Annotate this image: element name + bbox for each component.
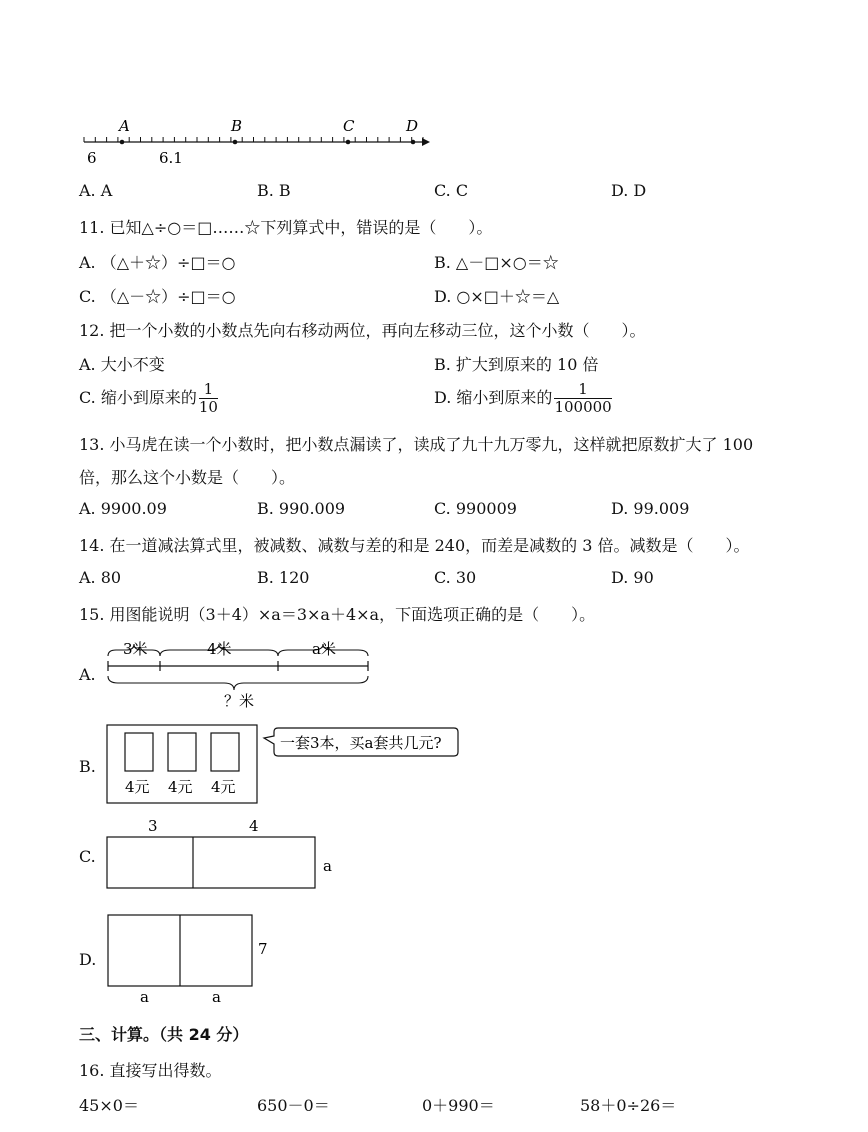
figd-bottom-a2: a [212,988,221,1006]
point-b [233,140,238,145]
q15-option-b-letter[interactable]: B. [79,757,96,776]
q10-option-c[interactable]: C. C [434,181,469,200]
point-a [120,140,125,145]
fraction-one-hundred-thousandth: $\frac{1}{100000}$ [554,380,612,416]
label-a: A [119,117,130,135]
figb-price-1: 4元 [125,778,150,796]
q15-figure-a [104,638,374,712]
q12-option-a[interactable]: A. 大小不变 [79,355,165,374]
q12-option-b[interactable]: B. 扩大到原来的 10 倍 [434,355,599,374]
q11-option-b[interactable]: B. △－□×○＝☆ [434,253,559,272]
q13-stem-line2: 倍，那么这个小数是（ ）。 [79,468,296,487]
q13-option-c[interactable]: C. 990009 [434,499,517,518]
q10-option-d[interactable]: D. D [611,181,647,200]
book-3 [211,733,239,771]
q16-item-1: 45×0＝ [79,1096,139,1115]
q11-option-a[interactable]: A. （△＋☆）÷□＝○ [79,253,236,272]
q13-option-d[interactable]: D. 99.009 [611,499,690,518]
label-d: D [406,117,419,135]
point-d [411,140,416,145]
figa-total-label: ？米 [224,692,255,710]
q14-option-a[interactable]: A. 80 [79,568,122,587]
q14-option-c[interactable]: C. 30 [434,568,477,587]
figa-seg3-label: a米 [312,640,336,658]
book-2 [168,733,196,771]
book-1 [125,733,153,771]
figd-bottom-a1: a [140,988,149,1006]
q13-stem-line1: 13. 小马虎在读一个小数时，把小数点漏读了，读成了九十九万零九，这样就把原数扩大了 100 [79,435,754,454]
figc-side-a: a [323,857,332,875]
q15-figure-b [104,722,464,806]
q16-stem: 16. 直接写出得数。 [79,1061,222,1080]
q15-figure-c [104,815,344,895]
figc-top-4: 4 [249,817,259,835]
q15-option-a-letter[interactable]: A. [79,665,96,684]
q15-figure-d [104,910,284,1006]
q16-item-2: 650－0＝ [257,1096,330,1115]
q14-option-b[interactable]: B. 120 [257,568,310,587]
q10-option-a[interactable]: A. A [79,181,113,200]
q12-option-d-text: D. 缩小到原来的 [434,388,553,407]
q12-option-c-text: C. 缩小到原来的 [79,388,197,407]
q11-stem: 11. 已知△÷○＝□……☆下列算式中，错误的是（ ）。 [79,218,493,237]
q14-option-d[interactable]: D. 90 [611,568,654,587]
q15-stem: 15. 用图能说明（3＋4）×a＝3×a＋4×a，下面选项正确的是（ ）。 [79,605,596,624]
figb-price-3: 4元 [211,778,236,796]
q13-option-b[interactable]: B. 990.009 [257,499,346,518]
q12-stem: 12. 把一个小数的小数点先向右移动两位，再向左移动三位，这个小数（ ）。 [79,321,646,340]
label-b: B [231,117,243,135]
number-line-figure [78,112,438,168]
q16-item-4: 58＋0÷26＝ [580,1096,677,1115]
figd-side-7: 7 [258,940,268,958]
tick-label-6-1: 6.1 [159,149,183,167]
figb-bubble-text: 一套3本，买a套共几元? [280,734,442,752]
q15-option-d-letter[interactable]: D. [79,950,97,969]
q15-option-c-letter[interactable]: C. [79,847,96,866]
tick-label-6: 6 [87,149,97,167]
section-3-title: 三、计算。（共 24 分） [79,1025,249,1044]
figa-seg2-label: 4米 [207,640,232,658]
figb-price-2: 4元 [168,778,193,796]
label-c: C [343,117,355,135]
q16-item-3: 0＋990＝ [422,1096,495,1115]
number-line-ticks [84,137,423,142]
figc-top-3: 3 [148,817,158,835]
fraction-one-tenth: $\frac{1}{10}$ [198,380,218,416]
q11-option-d[interactable]: D. ○×□＋☆＝△ [434,287,560,306]
q11-option-c[interactable]: C. （△－☆）÷□＝○ [79,287,236,306]
figa-seg1-label: 3米 [123,640,148,658]
point-c [346,140,351,145]
q10-option-b[interactable]: B. B [257,181,291,200]
q12-option-c[interactable] [79,381,218,416]
q14-stem: 14. 在一道减法算式里，被减数、减数与差的和是 240，而差是减数的 3 倍。减数是（ ）。 [79,536,750,555]
q13-option-a[interactable]: A. 9900.09 [79,499,167,518]
q12-option-d[interactable] [434,381,612,416]
